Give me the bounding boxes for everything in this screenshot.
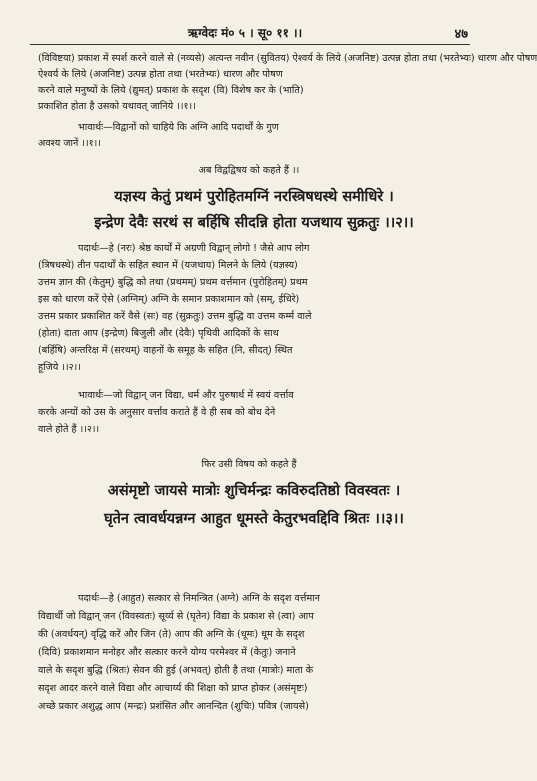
bhavartha1-line-2: अवश्य जानें ।।१।। [38, 138, 101, 149]
padartha2-line-6: (होता) दाता आप (इन्द्रेण) बिजुली और (देवैः) पृथिवी आदिकों के साथ [38, 328, 279, 339]
padartha2-line-8: हूजिये ।।२।। [38, 362, 81, 373]
padartha2-line-7: (बर्हिषि) अन्तरिक्ष में (सरथम्) वाहनों के समूह के सहित (नि, सीदत्) स्थित [38, 345, 293, 356]
mantra2-line-2: इन्द्रेण देवैः सरथं स बर्हिषि सीदन्नि होता यजथाय सुक्रतुः ।।२।। [94, 214, 414, 231]
padartha2-line-5: उत्तम प्रकार प्रकाशित करें वैसे (सः) वह (सुक्रतुः) उत्तम बुद्धि वा उत्तम कर्म्म वाले [38, 311, 312, 322]
page-number: ४७ [454, 27, 468, 42]
header-rule [30, 44, 470, 45]
padartha3-line-4: (दिवि) प्रकाशमान मनोहर और सत्कार करने योग्य परमेश्वर में (केतुः) जनाने [38, 647, 296, 658]
bhavartha2-line-2: करके अन्यों को उस के अनुसार वर्त्ताव कराते हैं वे ही सब को बोध देने [38, 407, 276, 418]
bhavartha2-line-1: भावार्थः—जो विद्वान् जन विद्या, धर्म और पुरुषार्थ में स्वयं वर्त्ताव [78, 390, 294, 401]
padartha2-line-1: पदार्थः—हे (नरः) श्रेष्ठ कार्यों में अग्रणी विद्वान् लोगो ! जैसे आप लोग [78, 243, 310, 254]
padartha2-line-4: इस को धारण करें ऐसे (अग्निम्) अग्नि के समान प्रकाशमान को (सम्, ईधिरे) [38, 294, 300, 305]
section-heading-2: अब विद्वद्विषय को कहते हैं ।। [198, 165, 300, 176]
padartha3-line-2: विद्यार्थी जो विद्वान् जन (विवस्वतः) सूर्य्य से (घृतेन) विद्या के प्रकाश से (त्वा) आप [38, 611, 314, 622]
padartha3-line-1: पदार्थः—हे (आहुत) सत्कार से निमन्त्रित (अग्ने) अग्नि के सदृश वर्त्तमान [78, 593, 320, 604]
para1-line-3: करने वाले मनुष्यों के लिये (द्युमत्) प्रकाश के सदृश (वि) विशेष कर के (भाति) [38, 85, 304, 96]
para1-line-4: प्रकाशित होता है उसको यथावत् जानिये ।।१।। [38, 101, 196, 112]
para1-line-2: ऐश्वर्य के लिये (अजनिष्ट) उत्पन्न होता तथा (भरतेभ्यः) धारण और पोषण [38, 69, 283, 80]
padartha3-line-3: की (अवर्धयन्) वृद्धि करें और जिन (ते) आप की अग्नि के (धूमः) धूम के सदृश [38, 629, 305, 640]
header-title: ऋग्वेदः मं० ५ । सू० ११ ।। [187, 26, 303, 40]
mantra2-line-1: यज्ञस्य केतुं प्रथमं पुरोहितमग्निं नरस्त्रिषधस्थे समीधिरे । [114, 188, 394, 205]
mantra3-line-2: घृतेन त्वावर्धयन्नग्न आहुत धूमस्ते केतुरभवद्दिवि श्रितः ।।३।। [104, 510, 404, 527]
padartha2-line-3: उत्तम ज्ञान की (केतुम्) बुद्धि को तथा (प्रथमम्) प्रथम वर्त्तमान (पुरोहितम्) प्रथम [38, 277, 308, 288]
padartha2-line-2: (त्रिषधस्थे) तीन पदार्थों के सहित स्थान में (यजथाय) मिलने के लिये (यज्ञस्य) [38, 260, 298, 271]
bhavartha1-line-1: भावार्थः—विद्वानों को चाहिये कि अग्नि आदि पदार्थों के गुण [78, 122, 279, 133]
section-heading-3: फिर उसी विषय को कहते हैं [201, 459, 297, 470]
padartha3-line-5: वाले के सदृश बुद्धि (श्रितः) सेवन की हुई (अभवत्) होती है तथा (मात्रोः) माता के [38, 665, 314, 676]
mantra3-line-1: असंमृष्टो जायसे मात्रोः शुचिर्मन्द्रः कविरुदतिष्ठो विवस्वतः । [107, 482, 401, 499]
running-header [0, 24, 498, 42]
bhavartha2-line-3: वाले होते हैं ।।२।। [38, 424, 100, 435]
padartha3-line-6: सदृश आदर करने वाले विद्या और आचार्य्य की शिक्षा को प्राप्त होकर (असंमृष्टः) [38, 683, 308, 694]
padartha3-line-7: अच्छे प्रकार अशुद्ध आप (मन्द्रः) प्रशंसित और आनन्दित (शुचिः) पवित्र (जायसे) [38, 701, 309, 712]
para1-line-1: (विविष्टया) प्रकाश में स्पर्श करने वाले से (नव्यसे) अत्यन्त नवीन (सुवितय) ऐश्वर्य के लिये (अजनिष्ट) उत्पन्न होता तथा (भरतेभ्यः) धारण और पोषण [38, 53, 537, 64]
